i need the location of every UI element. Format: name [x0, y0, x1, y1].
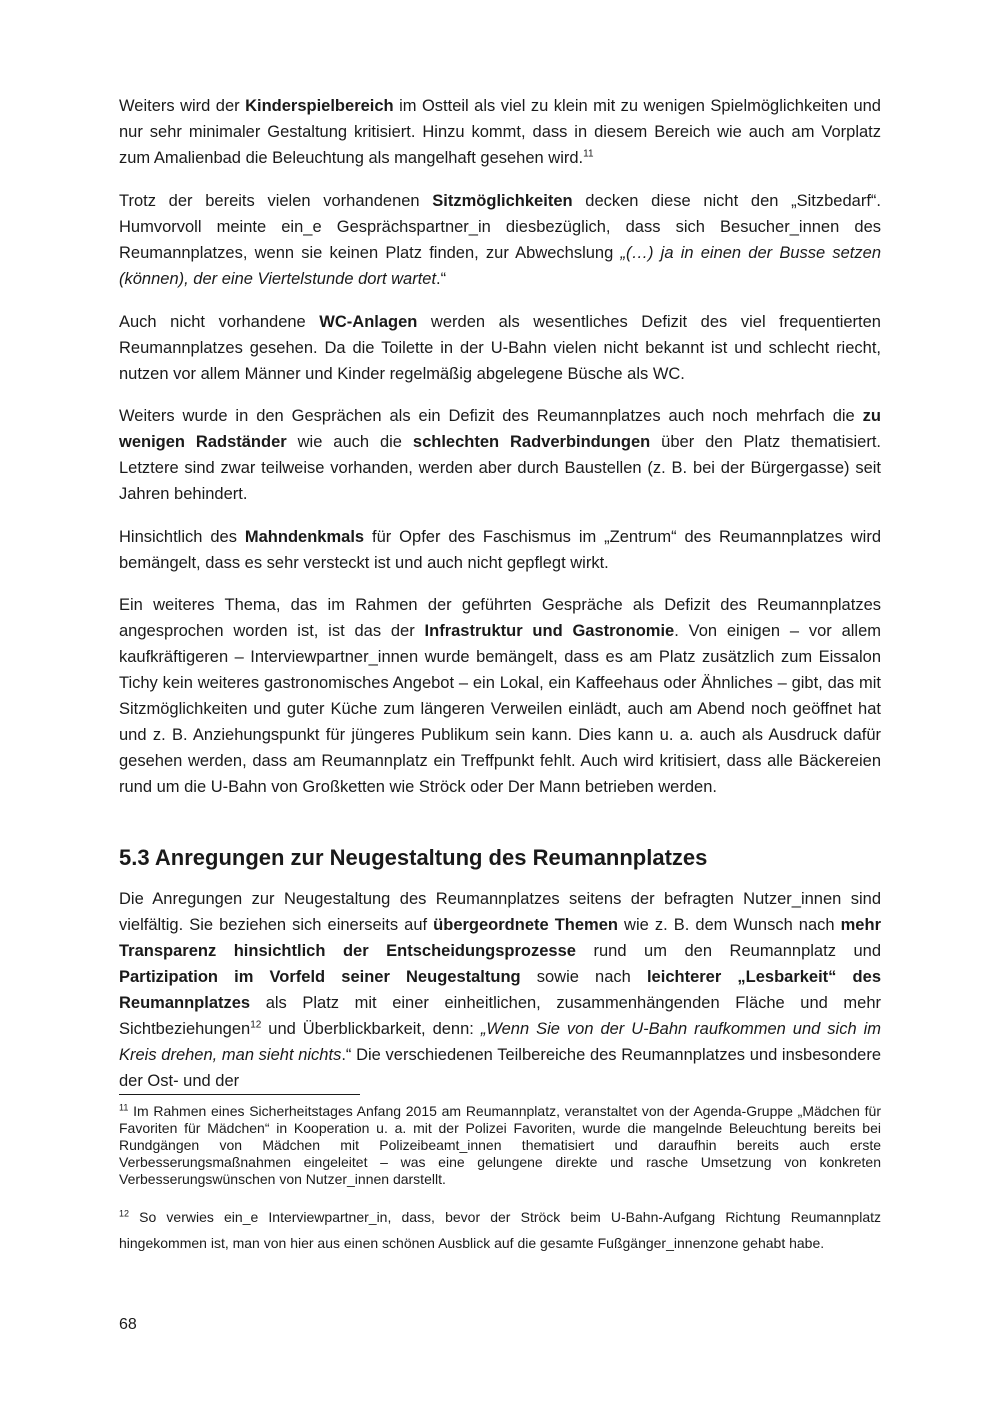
paragraph-radstaender	[119, 403, 881, 507]
footnote-separator	[119, 1094, 360, 1095]
paragraph-mahndenkmal	[119, 524, 881, 576]
section-heading: 5.3 Anregungen zur Neugestaltung des Reumannplatzes	[119, 845, 708, 870]
emphasis-term: mehr Transparenz hinsichtlich der Entscheidungsprozesse	[119, 916, 881, 960]
emphasis-term: Infrastruktur und Gastronomie	[424, 622, 675, 640]
text-run: wie auch die	[286, 433, 413, 451]
text-run: wie z. B. dem Wunsch nach	[617, 916, 841, 934]
emphasis-term: schlechten Radverbindungen	[412, 433, 651, 451]
text-run: über den Platz thematisiert. Letztere sind zwar teilweise vorhanden, werden aber durch Baustellen (z. B. bei der Bürgergasse) seit Jahren behindert.	[119, 433, 881, 503]
paragraph-kinderspielbereich	[119, 93, 881, 171]
emphasis-term: leichterer „Lesbarkeit“ des Reumannplatzes	[119, 968, 881, 1012]
footnote-number: 12	[119, 1208, 130, 1219]
text-run: Auch nicht vorhandene	[119, 313, 320, 331]
emphasis-term: Sitzmöglichkeiten	[432, 192, 573, 210]
page-number: 68	[119, 1316, 137, 1333]
emphasis-term: WC-Anlagen	[319, 313, 418, 331]
quote: „Wenn Sie von der U-Bahn raufkommen und sich im Kreis drehen, man sieht nichts	[119, 1020, 882, 1064]
text-run: und Überblickbarkeit, denn:	[261, 1020, 481, 1038]
emphasis-term: Mahndenkmals	[244, 528, 365, 546]
emphasis-term: Partizipation im Vorfeld seiner Neugestaltung	[119, 968, 521, 986]
footnote-ref: 12	[250, 1019, 262, 1031]
text-run: Weiters wurde in den Gesprächen als ein Defizit des Reumannplatzes auch noch mehrfach die	[119, 407, 863, 425]
paragraph-anregungen	[119, 886, 881, 1094]
emphasis-term: Kinderspielbereich	[245, 97, 394, 115]
text-run: für Opfer des Faschismus im „Zentrum“ des Reumannplatzes wird bemängelt, dass es sehr versteckt ist und auch nicht gepflegt wirkt.	[119, 528, 881, 572]
footnote-text: Im Rahmen eines Sicherheitstages Anfang 2015 am Reumannplatz, veranstaltet von der Agenda-Gruppe „Mädchen für Favoriten für Mädchen“ in Kooperation u. a. mit der Polizei Favoriten, wurde die mangelnde Beleuchtung bereits bei Rundgängen von Mädchen mit Polizeibeamt_innen thematisiert und daraufhin bereits auch erste Verbesserungsmaßnahmen eingeleitet – was eine gelungene direkte und rasche Umsetzung von konkreten Verbesserungswünschen von Nutzer_innen darstellt.	[119, 1103, 881, 1187]
footnote-12	[119, 1204, 881, 1256]
text-run: im Ostteil als viel zu klein mit zu wenigen Spielmöglichkeiten und nur sehr minimaler Gestaltung kritisiert. Hinzu kommt, dass in diesem Bereich wie auch am Vorplatz zum Amalienbad die Beleuchtung als mangelhaft gesehen wird.	[119, 97, 881, 167]
text-run: Ein weiteres Thema, das im Rahmen der geführten Gespräche als Defizit des Reumannplatzes angesprochen worden ist, ist das der	[119, 596, 881, 640]
text-run: .“ Die verschiedenen Teilbereiche des Reumannplatzes und insbesondere der Ost- und der	[119, 1046, 882, 1090]
footnote-text: So verwies ein_e Interviewpartner_in, dass, bevor der Ströck beim U-Bahn-Aufgang Richtung Reumannplatz hingekommen ist, man von hier aus einen schönen Ausblick auf die gesamte Fußgänger_innenzone gehabt habe.	[119, 1209, 881, 1251]
text-run: Weiters wird der	[119, 97, 246, 115]
text-run: .“	[436, 270, 447, 288]
paragraph-wc-anlagen	[119, 309, 881, 387]
emphasis-term: zu wenigen Radständer	[119, 407, 881, 451]
emphasis-term: übergeordnete Themen	[433, 916, 618, 934]
text-run: als Platz mit einer einheitlichen, zusammenhängenden Fläche und mehr Sichtbeziehungen	[119, 994, 881, 1038]
text-run: decken diese nicht den „Sitzbedarf“. Humvorvoll meinte ein_e Gesprächspartner_in diesbezüglich, dass sich Besucher_innen des Reumannplatzes, wenn sie keinen Platz finden, zur Abwechslung	[119, 192, 881, 262]
text-run: Hinsichtlich des	[119, 528, 245, 546]
paragraph-infrastruktur	[119, 592, 881, 800]
text-run: werden als wesentliches Defizit des viel frequentierten Reumannplatzes gesehen. Da die Toilette in der U-Bahn vielen nicht bekannt ist und schlecht riecht, nutzen vor allem Männer und Kinder regelmäßig abgelegene Büsche als WC.	[119, 313, 881, 383]
text-run: rund um den Reumannplatz und	[575, 942, 882, 960]
footnote-ref: 11	[583, 148, 594, 160]
footnote-11	[119, 1103, 881, 1188]
paragraph-sitzmoeglichkeiten	[119, 188, 881, 292]
text-run: sowie nach	[520, 968, 647, 986]
text-run: Die Anregungen zur Neugestaltung des Reumannplatzes seitens der befragten Nutzer_innen sind vielfältig. Sie beziehen sich einerseits auf	[119, 890, 881, 934]
footnote-number: 11	[119, 1102, 129, 1113]
quote: „(…) ja in einen der Busse setzen (können), der eine Viertelstunde dort wartet	[119, 244, 881, 288]
text-run: Trotz der bereits vielen vorhandenen	[119, 192, 433, 210]
text-run: . Von einigen – vor allem kaufkräftigeren – Interviewpartner_innen wurde bemängelt, dass es am Platz zusätzlich zum Eissalon Tichy kein weiteres gastronomisches Angebot – ein Lokal, ein Kaffeehaus oder Ähnliches – gibt, das mit Sitzmöglichkeiten und guter Küche zum längeren Verweilen einlädt, auch am Abend noch geöffnet hat und z. B. Anziehungspunkt für jüngeres Publikum sein kann. Dies kann u. a. auch als Ausdruck dafür gesehen werden, dass am Reumannplatz ein Treffpunkt fehlt. Auch wird kritisiert, dass alle Bäckereien rund um die U-Bahn von Großketten wie Ströck oder Der Mann betrieben werden.	[119, 622, 881, 796]
